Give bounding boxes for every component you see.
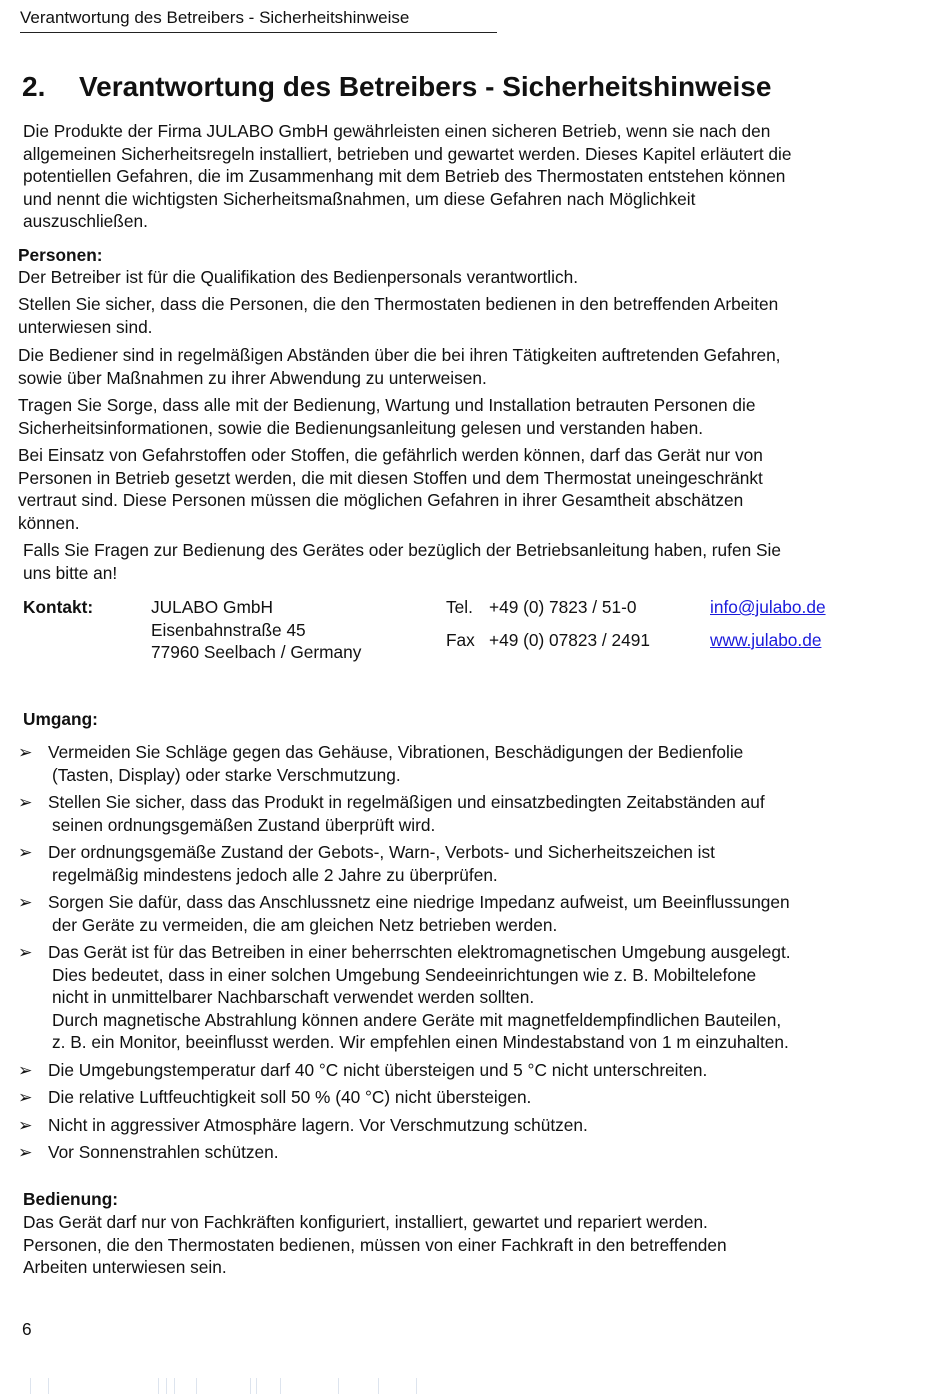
- email-link[interactable]: info@julabo.de: [710, 597, 826, 617]
- contact-tel: +49 (0) 7823 / 51-0: [489, 597, 637, 617]
- arrow-bullet-icon: ➢: [18, 792, 33, 812]
- list-item: [18, 1086, 893, 1109]
- contact-fax-label: Fax: [446, 630, 475, 650]
- page-number: 6: [22, 1319, 32, 1339]
- list-item: [18, 1059, 893, 1082]
- contact-fax: +49 (0) 07823 / 2491: [489, 630, 650, 650]
- list-item-text: Vermeiden Sie Schläge gegen das Gehäuse, Vibrationen, Beschädigungen der Bedienfolie: [48, 742, 744, 762]
- list-item-text: Der ordnungsgemäße Zustand der Gebots-, Warn-, Verbots- und Sicherheitszeichen ist: [48, 842, 715, 862]
- umgang-heading: Umgang:: [23, 709, 98, 729]
- list-item: [18, 941, 893, 1054]
- arrow-bullet-icon: ➢: [18, 1087, 33, 1107]
- personen-paragraph-4: [18, 394, 755, 439]
- intro-line: und nennt die wichtigsten Sicherheitsmaßnahmen, um diese Gefahren nach Möglichkeit: [23, 188, 696, 209]
- contact-street: Eisenbahnstraße 45: [151, 619, 306, 640]
- list-item-continuation: Durch magnetische Abstrahlung können andere Geräte mit magnetfeldempfindlichen Bauteilen,: [52, 1009, 782, 1030]
- list-item-text: Sorgen Sie dafür, dass das Anschlussnetz eine niedrige Impedanz aufweist, um Beeinflussungen: [48, 892, 790, 912]
- list-item: [18, 1114, 893, 1137]
- list-item-text: Nicht in aggressiver Atmosphäre lagern. Vor Verschmutzung schützen.: [48, 1114, 588, 1135]
- personen-paragraph-5: [18, 444, 763, 534]
- intro-line: auszuschließen.: [23, 211, 148, 231]
- personen-paragraph-2: [18, 293, 778, 338]
- paragraph-line: uns bitte an!: [23, 562, 118, 583]
- paragraph-line: Personen, die den Thermostaten bedienen, müssen von einer Fachkraft in den betreffenden: [23, 1234, 727, 1255]
- paragraph-line: sowie über Maßnahmen zu ihrer Abwendung zu unterweisen.: [18, 367, 487, 388]
- arrow-bullet-icon: ➢: [18, 1142, 33, 1162]
- list-item-text: Die relative Luftfeuchtigkeit soll 50 % (40 °C) nicht übersteigen.: [48, 1087, 532, 1107]
- arrow-bullet-icon: ➢: [18, 1059, 33, 1080]
- personen-heading: Personen:: [18, 245, 103, 265]
- paragraph-line: Tragen Sie Sorge, dass alle mit der Bedienung, Wartung und Installation betrauten Personen die: [18, 395, 756, 415]
- list-item: [18, 1141, 893, 1164]
- list-item-continuation: z. B. ein Monitor, beeinflusst werden. Wir empfehlen einen Mindestabstand von 1 m einzuhalten.: [52, 1032, 789, 1052]
- intro-line: Die Produkte der Firma JULABO GmbH gewährleisten einen sicheren Betrieb, wenn sie nach den: [23, 121, 771, 141]
- paragraph-line: Die Bediener sind in regelmäßigen Abständen über die bei ihren Tätigkeiten auftretenden Gefahren,: [18, 345, 781, 365]
- contact-tel-label: Tel.: [446, 597, 473, 617]
- arrow-bullet-icon: ➢: [18, 1114, 33, 1135]
- running-header: Verantwortung des Betreibers - Sicherheitshinweise: [20, 6, 497, 33]
- paragraph-line: können.: [18, 512, 80, 533]
- list-item-continuation: Dies bedeutet, dass in einer solchen Umgebung Sendeeinrichtungen wie z. B. Mobiltelefone: [52, 964, 757, 985]
- intro-paragraph: [23, 120, 792, 233]
- list-item-text: Vor Sonnenstrahlen schützen.: [48, 1142, 279, 1162]
- arrow-bullet-icon: ➢: [18, 942, 33, 962]
- contact-city: 77960 Seelbach / Germany: [151, 642, 362, 662]
- paragraph-line: Sicherheitsinformationen, sowie die Bedienungsanleitung gelesen und verstanden haben.: [18, 417, 704, 438]
- arrow-bullet-icon: ➢: [18, 842, 33, 862]
- paragraph-line: Das Gerät darf nur von Fachkräften konfiguriert, installiert, gewartet und repariert werden.: [23, 1212, 708, 1232]
- contact-label: Kontakt:: [23, 597, 94, 617]
- chapter-number: 2.: [22, 71, 46, 102]
- umgang-list: [18, 741, 893, 1164]
- personen-paragraph-3: [18, 344, 780, 389]
- contact-address: [151, 596, 361, 664]
- paragraph-line: Der Betreiber ist für die Qualifikation des Bedienpersonals verantwortlich.: [18, 267, 578, 287]
- intro-line: allgemeinen Sicherheitsregeln installiert, betrieben und gewartet werden. Dieses Kapitel erläutert die: [23, 143, 792, 164]
- list-item: [18, 841, 893, 886]
- arrow-bullet-icon: ➢: [18, 742, 33, 762]
- paragraph-line: Bei Einsatz von Gefahrstoffen oder Stoffen, die gefährlich werden können, darf das Gerät nur von: [18, 445, 763, 465]
- list-item-text: Stellen Sie sicher, dass das Produkt in regelmäßigen und einsatzbedingten Zeitabständen auf: [48, 792, 765, 812]
- website-link[interactable]: www.julabo.de: [710, 630, 822, 650]
- chapter-title-text: Verantwortung des Betreibers - Sicherheitshinweise: [79, 71, 772, 102]
- list-item-continuation: der Geräte zu vermeiden, die am gleichen Netz betrieben werden.: [52, 914, 558, 935]
- paragraph-line: Stellen Sie sicher, dass die Personen, die den Thermostaten bedienen in den betreffenden Arbeiten: [18, 294, 779, 314]
- bedienung-heading: Bedienung:: [23, 1189, 119, 1209]
- paragraph-line: Arbeiten unterwiesen sein.: [23, 1257, 227, 1277]
- bedienung-paragraph: [23, 1211, 727, 1279]
- list-item-continuation: regelmäßig mindestens jedoch alle 2 Jahre zu überprüfen.: [52, 864, 498, 885]
- list-item: [18, 791, 893, 836]
- list-item-continuation: (Tasten, Display) oder starke Verschmutzung.: [52, 764, 401, 785]
- scan-artifact-marks: [30, 1378, 430, 1396]
- paragraph-line: unterwiesen sind.: [18, 316, 153, 337]
- list-item-text: Die Umgebungstemperatur darf 40 °C nicht übersteigen und 5 °C nicht unterschreiten.: [48, 1059, 708, 1080]
- contact-company: JULABO GmbH: [151, 597, 273, 617]
- paragraph-line: Falls Sie Fragen zur Bedienung des Gerätes oder bezüglich der Betriebsanleitung haben, rufen Sie: [23, 540, 781, 560]
- personen-paragraph-1: [18, 266, 578, 289]
- paragraph-line: vertraut sind. Diese Personen müssen die möglichen Gefahren in ihrer Gesamtheit abschätzen: [18, 490, 744, 510]
- intro-line: potentiellen Gefahren, die im Zusammenhang mit dem Betrieb des Thermostaten entstehen können: [23, 166, 786, 186]
- list-item-continuation: seinen ordnungsgemäßen Zustand überprüft wird.: [52, 814, 436, 835]
- personen-paragraph-6: [23, 539, 781, 584]
- chapter-title: [22, 70, 771, 104]
- paragraph-line: Personen in Betrieb gesetzt werden, die mit diesen Stoffen und dem Thermostat uneingeschränkt: [18, 467, 763, 488]
- list-item: [18, 891, 893, 936]
- arrow-bullet-icon: ➢: [18, 892, 33, 912]
- list-item-text: Das Gerät ist für das Betreiben in einer beherrschten elektromagnetischen Umgebung ausgelegt.: [48, 942, 791, 962]
- list-item-continuation: nicht in unmittelbarer Nachbarschaft verwendet werden sollten.: [52, 987, 535, 1007]
- list-item: [18, 741, 893, 786]
